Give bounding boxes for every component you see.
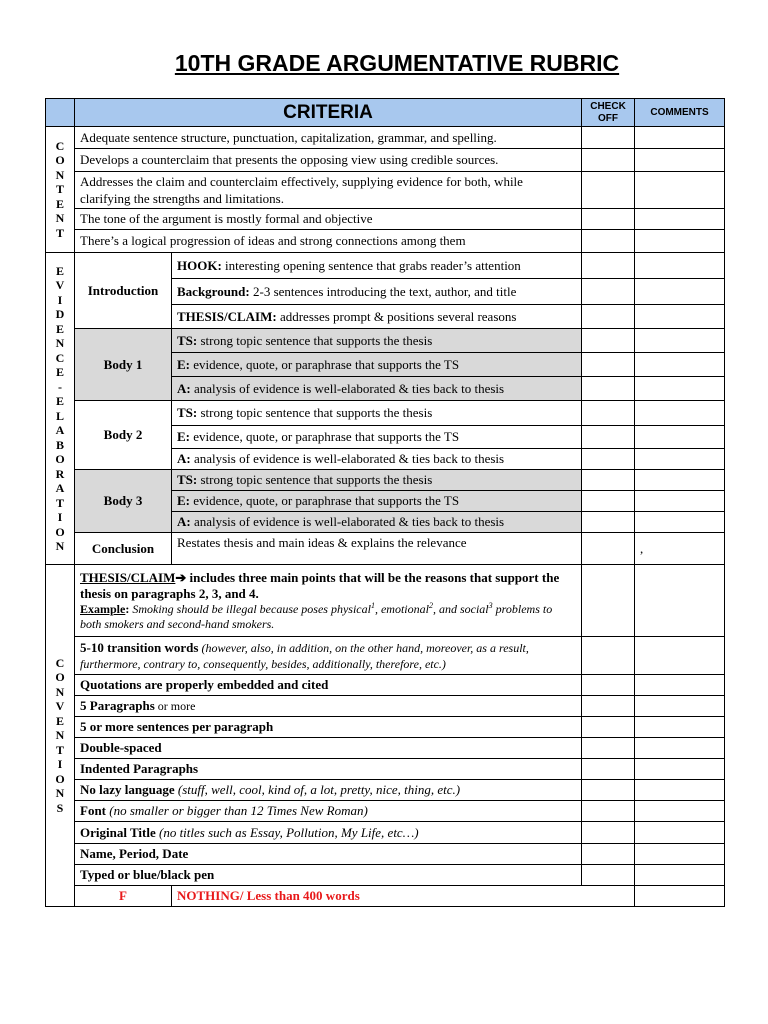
body2-criterion [172, 401, 582, 426]
content-row [46, 127, 725, 149]
criterion-text: strong topic sentence that supports the thesis [197, 405, 433, 420]
check-off-cell[interactable] [582, 780, 635, 801]
fail-grade: F [75, 886, 172, 907]
criterion-text: strong topic sentence that supports the thesis [197, 332, 433, 348]
body3-criterion [172, 512, 582, 533]
criterion-text: analysis of evidence is well-elaborated & ties back to thesis [190, 380, 505, 396]
check-off-cell[interactable] [582, 717, 635, 738]
comment-cell[interactable] [635, 353, 725, 377]
check-off-cell[interactable] [582, 675, 635, 696]
header-row [46, 99, 725, 127]
conclusion-label: Conclusion [75, 533, 172, 565]
comment-cell[interactable] [635, 717, 725, 738]
check-off-header: CHECK OFF [582, 99, 635, 127]
body1-criterion [172, 329, 582, 353]
criterion-label: 5-10 transition words [80, 639, 199, 655]
criterion-text: evidence, quote, or paraphrase that supports the TS [190, 493, 460, 508]
check-off-cell[interactable] [582, 865, 635, 886]
arrow-icon: ➔ [175, 569, 187, 585]
comment-cell[interactable] [635, 780, 725, 801]
conventions-row [46, 696, 725, 717]
criterion-label: 5 Paragraphs [80, 698, 155, 713]
conclusion-criterion: Restates thesis and main ideas & explains the relevance [172, 533, 582, 565]
criterion-text: 2-3 sentences introducing the text, author, and title [249, 283, 517, 299]
check-off-cell[interactable] [582, 329, 635, 353]
criterion-note: (stuff, well, cool, kind of, a lot, pretty, nice, thing, etc.) [174, 782, 461, 797]
criterion-text: addresses prompt & positions several reasons [276, 308, 517, 324]
comment-cell[interactable] [635, 491, 725, 512]
name-period-date-criterion: Name, Period, Date [75, 844, 582, 865]
comment-cell[interactable] [635, 801, 725, 822]
content-criterion: Addresses the claim and counterclaim effectively, supplying evidence for both, while clarifying the strengths and limitations. [75, 172, 582, 209]
criterion-note: (no titles such as Essay, Pollution, My Life, etc…) [155, 824, 419, 840]
criterion-label: E: [177, 356, 190, 372]
comment-cell[interactable] [635, 279, 725, 305]
comment-cell[interactable] [635, 449, 725, 470]
criterion-text: evidence, quote, or paraphrase that supports the TS [190, 429, 460, 444]
introduction-row [46, 253, 725, 279]
page-title: 10TH GRADE ARGUMENTATIVE RUBRIC [174, 50, 620, 76]
check-off-cell[interactable] [582, 377, 635, 401]
criterion-label: THESIS/CLAIM: [177, 308, 277, 324]
comment-cell[interactable] [635, 844, 725, 865]
criterion-note: or more [154, 699, 196, 713]
conventions-row [46, 780, 725, 801]
body2-criterion [172, 426, 582, 449]
comment-cell[interactable] [635, 696, 725, 717]
comment-cell[interactable] [635, 565, 725, 637]
comments-header: COMMENTS [635, 99, 725, 127]
comment-cell[interactable] [635, 759, 725, 780]
criterion-label: TS: [177, 472, 198, 487]
typed-criterion: Typed or blue/black pen [75, 865, 582, 886]
introduction-criterion [172, 253, 582, 279]
body1-row [46, 329, 725, 353]
criterion-label: A: [177, 514, 191, 529]
check-off-cell[interactable] [582, 353, 635, 377]
comment-cell[interactable] [635, 127, 725, 149]
example-sup: 1 [370, 600, 375, 610]
comment-cell[interactable] [635, 865, 725, 886]
thesis-label: THESIS/CLAIM [80, 569, 176, 585]
content-criterion: Develops a counterclaim that presents the opposing view using credible sources. [75, 149, 582, 172]
check-off-cell[interactable] [582, 253, 635, 279]
check-off-cell[interactable] [582, 172, 635, 209]
check-off-cell[interactable] [582, 738, 635, 759]
body1-criterion [172, 353, 582, 377]
example-sup: 3 [488, 600, 493, 610]
comment-cell[interactable] [635, 377, 725, 401]
example-colon: : [125, 601, 130, 616]
comment-cell[interactable] [635, 512, 725, 533]
comment-cell[interactable] [635, 426, 725, 449]
conventions-row [46, 637, 725, 675]
criterion-label: E: [177, 493, 190, 508]
rubric-table [45, 98, 725, 907]
content-criterion: There’s a logical progression of ideas and strong connections among them [75, 230, 582, 253]
body1-label: Body 1 [75, 329, 172, 401]
thesis-criterion [75, 565, 582, 637]
comment-cell[interactable] [635, 209, 725, 230]
body3-criterion [172, 470, 582, 491]
example-label: Example [80, 601, 126, 616]
original-title-criterion [75, 822, 582, 844]
content-row [46, 149, 725, 172]
check-off-cell[interactable] [582, 822, 635, 844]
conventions-row [46, 565, 725, 637]
conventions-row [46, 844, 725, 865]
criterion-label: Original Title [80, 824, 156, 840]
content-criterion: Adequate sentence structure, punctuation, capitalization, grammar, and spelling. [75, 127, 582, 149]
transitions-criterion [75, 637, 582, 675]
check-off-cell[interactable] [582, 209, 635, 230]
conventions-row [46, 738, 725, 759]
check-off-cell[interactable] [582, 230, 635, 253]
conventions-row [46, 801, 725, 822]
criterion-label: E: [177, 429, 190, 444]
conclusion-row [46, 533, 725, 565]
comment-cell[interactable] [635, 675, 725, 696]
conventions-row [46, 759, 725, 780]
comment-cell[interactable] [635, 822, 725, 844]
comment-cell[interactable] [635, 149, 725, 172]
example-text: , emotional [374, 601, 429, 616]
check-off-cell[interactable] [582, 533, 635, 565]
check-off-cell[interactable] [582, 470, 635, 491]
criterion-text: strong topic sentence that supports the thesis [197, 472, 433, 487]
body3-criterion [172, 491, 582, 512]
quotations-criterion: Quotations are properly embedded and cited [75, 675, 582, 696]
criterion-label: TS: [177, 405, 198, 420]
check-off-cell[interactable] [582, 512, 635, 533]
fail-criterion: NOTHING/ Less than 400 words [172, 886, 635, 907]
conventions-section-label: C O N V E N T I O N S [46, 565, 75, 907]
conventions-row [46, 822, 725, 844]
example-text: problems to both smokers and second-hand smokers. [80, 601, 553, 631]
check-off-cell[interactable] [582, 449, 635, 470]
example-text: Smoking should be illegal because poses physical [129, 601, 371, 616]
check-off-cell[interactable] [582, 401, 635, 426]
check-off-cell[interactable] [582, 279, 635, 305]
body2-label: Body 2 [75, 401, 172, 470]
comment-cell[interactable] [635, 533, 725, 565]
comment-cell[interactable] [635, 305, 725, 329]
evidence-elaboration-section-label: E V I D E N C E - E L A B O R A T I O N [46, 253, 75, 565]
comment-cell[interactable] [635, 253, 725, 279]
check-off-cell[interactable] [582, 127, 635, 149]
comment-cell[interactable] [635, 172, 725, 209]
introduction-label: Introduction [75, 253, 172, 329]
criterion-label: No lazy language [80, 782, 175, 797]
check-off-cell[interactable] [635, 886, 725, 907]
body2-criterion [172, 449, 582, 470]
criterion-label: HOOK: [177, 257, 222, 273]
conventions-row [46, 675, 725, 696]
criterion-text: interesting opening sentence that grabs reader’s attention [221, 257, 521, 273]
conventions-row [46, 865, 725, 886]
check-off-cell[interactable] [582, 565, 635, 637]
content-criterion: The tone of the argument is mostly formal and objective [75, 209, 582, 230]
paragraphs-criterion [75, 696, 582, 717]
comment-cell[interactable] [635, 401, 725, 426]
fail-row [46, 886, 725, 907]
criterion-label: A: [177, 380, 191, 396]
comment-cell[interactable] [635, 470, 725, 491]
body3-row [46, 470, 725, 491]
comment-cell[interactable] [635, 230, 725, 253]
introduction-criterion [172, 305, 582, 329]
check-off-cell[interactable] [582, 696, 635, 717]
check-off-cell[interactable] [582, 637, 635, 675]
criterion-note: (no smaller or bigger than 12 Times New Roman) [106, 803, 368, 818]
comment-text: , [640, 540, 644, 556]
example-sup: 2 [428, 600, 433, 610]
criteria-header: CRITERIA [75, 99, 582, 127]
criterion-text: evidence, quote, or paraphrase that supports the TS [190, 356, 460, 372]
criterion-text: analysis of evidence is well-elaborated & ties back to thesis [190, 451, 505, 466]
sentences-criterion: 5 or more sentences per paragraph [75, 717, 582, 738]
content-row [46, 209, 725, 230]
content-section-label: C O N T E N T [46, 127, 75, 253]
body2-row [46, 401, 725, 426]
criterion-label: A: [177, 451, 191, 466]
body1-criterion [172, 377, 582, 401]
check-off-cell[interactable] [582, 801, 635, 822]
check-off-cell[interactable] [582, 305, 635, 329]
comment-cell[interactable] [635, 329, 725, 353]
check-off-cell[interactable] [582, 149, 635, 172]
example-text: , and social [432, 601, 489, 616]
body3-label: Body 3 [75, 470, 172, 533]
indented-criterion: Indented Paragraphs [75, 759, 582, 780]
check-off-cell[interactable] [582, 759, 635, 780]
lazy-language-criterion [75, 780, 582, 801]
criterion-label: TS: [177, 332, 198, 348]
check-off-cell[interactable] [582, 844, 635, 865]
thesis-text: includes three main points that will be the reasons that support the thesis on paragraphs 2, 3, and 4. [80, 569, 560, 601]
double-spaced-criterion: Double-spaced [75, 738, 582, 759]
criterion-text: analysis of evidence is well-elaborated & ties back to thesis [190, 514, 505, 529]
comment-cell[interactable] [635, 738, 725, 759]
introduction-criterion [172, 279, 582, 305]
font-criterion [75, 801, 582, 822]
comment-cell[interactable] [635, 637, 725, 675]
check-off-cell[interactable] [582, 426, 635, 449]
criterion-note: (however, also, in addition, on the other hand, moreover, as a result, furthermore, contrary to, consequently, besides, additionally, therefore, etc.) [80, 640, 529, 671]
content-row [46, 230, 725, 253]
conventions-row [46, 717, 725, 738]
criterion-label: Font [80, 803, 106, 818]
check-off-cell[interactable] [582, 491, 635, 512]
criterion-label: Background: [177, 283, 250, 299]
content-row [46, 172, 725, 209]
